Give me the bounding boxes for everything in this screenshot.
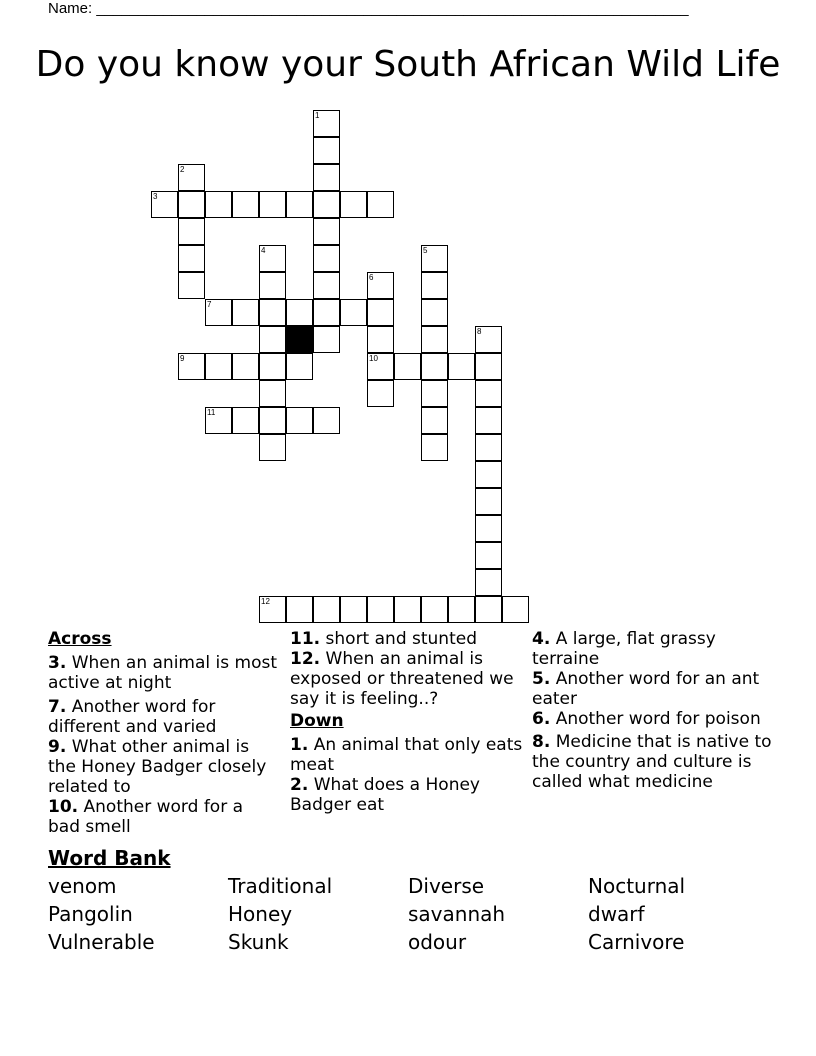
- crossword-cell[interactable]: [178, 353, 205, 380]
- crossword-cell[interactable]: [394, 596, 421, 623]
- word-bank-heading: Word Bank: [48, 846, 171, 870]
- crossword-cell[interactable]: [259, 407, 286, 434]
- clue-number-label: 6: [369, 273, 374, 282]
- word-bank-item: Carnivore: [588, 930, 685, 954]
- crossword-cell[interactable]: [367, 272, 394, 299]
- crossword-cell[interactable]: [178, 272, 205, 299]
- clue-number-label: 11: [207, 408, 216, 417]
- crossword-cell[interactable]: [313, 326, 340, 353]
- clue-text: When an animal is exposed or threatened we say it is feeling..?: [290, 649, 514, 709]
- crossword-cell[interactable]: [205, 191, 232, 218]
- clue-down-1: [290, 735, 530, 775]
- word-bank-item: Diverse: [408, 874, 485, 898]
- clue-number-label: 7: [207, 300, 212, 309]
- crossword-cell[interactable]: [421, 380, 448, 407]
- crossword-cell[interactable]: [205, 299, 232, 326]
- crossword-cell[interactable]: [394, 353, 421, 380]
- clue-number: 10.: [48, 797, 79, 817]
- crossword-cell[interactable]: [205, 407, 232, 434]
- word-bank-item: Pangolin: [48, 902, 133, 926]
- crossword-cell[interactable]: [448, 353, 475, 380]
- word-bank-item: venom: [48, 874, 117, 898]
- clue-text: A large, flat grassy terraine: [532, 629, 716, 669]
- clue-number: 3.: [48, 653, 67, 673]
- clue-text: Another word for poison: [555, 709, 761, 729]
- crossword-cell[interactable]: [259, 191, 286, 218]
- crossword-cell[interactable]: [259, 299, 286, 326]
- crossword-cell[interactable]: [475, 461, 502, 488]
- clue-number: 12.: [290, 649, 321, 669]
- crossword-cell[interactable]: [313, 272, 340, 299]
- clue-text: What other animal is the Honey Badger closely related to: [48, 737, 267, 797]
- crossword-cell[interactable]: [421, 299, 448, 326]
- page-title: Do you know your South African Wild Life: [35, 44, 781, 85]
- crossword-cell[interactable]: [313, 245, 340, 272]
- clue-number-label: 10: [369, 354, 378, 363]
- crossword-cell[interactable]: [367, 380, 394, 407]
- clue-down-6: [532, 709, 772, 729]
- clue-number: 7.: [48, 697, 67, 717]
- across-heading: Across: [48, 629, 112, 649]
- crossword-cell[interactable]: [286, 353, 313, 380]
- crossword-cell[interactable]: [340, 299, 367, 326]
- crossword-cell[interactable]: [367, 299, 394, 326]
- clue-across-12: [290, 649, 530, 709]
- clue-text: Another word for a bad smell: [48, 797, 244, 837]
- crossword-cell[interactable]: [151, 191, 178, 218]
- clue-number-label: 2: [180, 165, 185, 174]
- crossword-cell[interactable]: [421, 326, 448, 353]
- crossword-cell[interactable]: [232, 407, 259, 434]
- crossword-cell[interactable]: [286, 596, 313, 623]
- crossword-cell[interactable]: [313, 164, 340, 191]
- clue-text: Medicine that is native to the country and culture is called what medicine: [532, 732, 772, 792]
- crossword-cell[interactable]: [313, 110, 340, 137]
- word-bank-item: savannah: [408, 902, 506, 926]
- crossword-cell[interactable]: [313, 299, 340, 326]
- crossword-cell[interactable]: [178, 245, 205, 272]
- clue-number-label: 8: [477, 327, 482, 336]
- clue-across-7: [48, 697, 280, 737]
- crossword-cell[interactable]: [475, 596, 502, 623]
- clue-number: 11.: [290, 629, 321, 649]
- clue-down-4: [532, 629, 772, 669]
- clues-column-1: [48, 628, 280, 837]
- word-bank-item: Honey: [228, 902, 293, 926]
- clue-across-3: [48, 653, 280, 693]
- crossword-cell[interactable]: [502, 596, 529, 623]
- crossword-cell[interactable]: [178, 218, 205, 245]
- clue-number: 8.: [532, 732, 551, 752]
- crossword-cell[interactable]: [475, 515, 502, 542]
- crossword-cell[interactable]: [232, 299, 259, 326]
- crossword-cell[interactable]: [313, 191, 340, 218]
- clue-down-5: [532, 669, 772, 709]
- crossword-cell[interactable]: [313, 596, 340, 623]
- crossword-cell[interactable]: [313, 218, 340, 245]
- crossword-cell[interactable]: [259, 326, 286, 353]
- crossword-cell[interactable]: [421, 407, 448, 434]
- crossword-cell[interactable]: [475, 353, 502, 380]
- crossword-cell[interactable]: [421, 353, 448, 380]
- crossword-cell[interactable]: [178, 191, 205, 218]
- crossword-cell[interactable]: [259, 272, 286, 299]
- clue-down-2: [290, 775, 530, 815]
- clue-number-label: 4: [261, 246, 266, 255]
- clue-across-11: [290, 629, 530, 649]
- crossword-cell[interactable]: [232, 353, 259, 380]
- crossword-cell[interactable]: [313, 407, 340, 434]
- crossword-black-cell: [286, 326, 313, 353]
- crossword-cell[interactable]: [205, 353, 232, 380]
- crossword-cell[interactable]: [448, 596, 475, 623]
- clue-text: short and stunted: [325, 629, 477, 649]
- word-bank-item: Traditional: [228, 874, 333, 898]
- crossword-cell[interactable]: [475, 569, 502, 596]
- word-bank-item: dwarf: [588, 902, 645, 926]
- crossword-cell[interactable]: [259, 353, 286, 380]
- crossword-cell[interactable]: [286, 191, 313, 218]
- clue-number-label: 3: [153, 192, 158, 201]
- clue-number-label: 12: [261, 597, 270, 606]
- crossword-cell[interactable]: [286, 407, 313, 434]
- word-bank-item: Skunk: [228, 930, 289, 954]
- clues-column-3: [532, 628, 772, 792]
- crossword-cell[interactable]: [421, 434, 448, 461]
- clue-text: When an animal is most active at night: [48, 653, 278, 693]
- crossword-cell[interactable]: [259, 596, 286, 623]
- word-bank-item: Nocturnal: [588, 874, 686, 898]
- clue-number-label: 9: [180, 354, 185, 363]
- crossword-cell[interactable]: [475, 542, 502, 569]
- crossword-cell[interactable]: [259, 245, 286, 272]
- crossword-cell[interactable]: [340, 596, 367, 623]
- crossword-cell[interactable]: [367, 191, 394, 218]
- crossword-cell[interactable]: [340, 191, 367, 218]
- clue-number: 6.: [532, 709, 551, 729]
- crossword-cell[interactable]: [286, 299, 313, 326]
- crossword-cell[interactable]: [367, 596, 394, 623]
- crossword-cell[interactable]: [475, 326, 502, 353]
- crossword-cell[interactable]: [421, 272, 448, 299]
- crossword-cell[interactable]: [259, 380, 286, 407]
- clue-number: 2.: [290, 775, 309, 795]
- clue-number: 9.: [48, 737, 67, 757]
- clue-text: Another word for an ant eater: [532, 669, 760, 709]
- crossword-cell[interactable]: [475, 488, 502, 515]
- crossword-cell[interactable]: [367, 326, 394, 353]
- crossword-cell[interactable]: [421, 596, 448, 623]
- crossword-cell[interactable]: [232, 191, 259, 218]
- crossword-cell[interactable]: [313, 137, 340, 164]
- clue-number: 5.: [532, 669, 551, 689]
- word-bank-item: Vulnerable: [48, 930, 155, 954]
- clue-text: What does a Honey Badger eat: [290, 775, 480, 815]
- clue-across-9: [48, 737, 280, 797]
- clue-number-label: 5: [423, 246, 428, 255]
- crossword-cell[interactable]: [475, 434, 502, 461]
- clue-across-10: [48, 797, 280, 837]
- crossword-cell[interactable]: [421, 245, 448, 272]
- clue-number: 1.: [290, 735, 309, 755]
- clue-text: Another word for different and varied: [48, 697, 217, 737]
- down-heading: Down: [290, 711, 344, 731]
- name-field-label: Name: _______________________________________________________________________: [48, 0, 689, 17]
- clues-column-2: [290, 628, 530, 815]
- clue-down-8: [532, 732, 772, 792]
- crossword-cell[interactable]: [178, 164, 205, 191]
- crossword-cell[interactable]: [475, 380, 502, 407]
- crossword-cell[interactable]: [367, 353, 394, 380]
- clue-number: 4.: [532, 629, 551, 649]
- crossword-cell[interactable]: [259, 434, 286, 461]
- clue-number-label: 1: [315, 111, 320, 120]
- clue-text: An animal that only eats meat: [290, 735, 523, 775]
- word-bank-item: odour: [408, 930, 467, 954]
- crossword-cell[interactable]: [475, 407, 502, 434]
